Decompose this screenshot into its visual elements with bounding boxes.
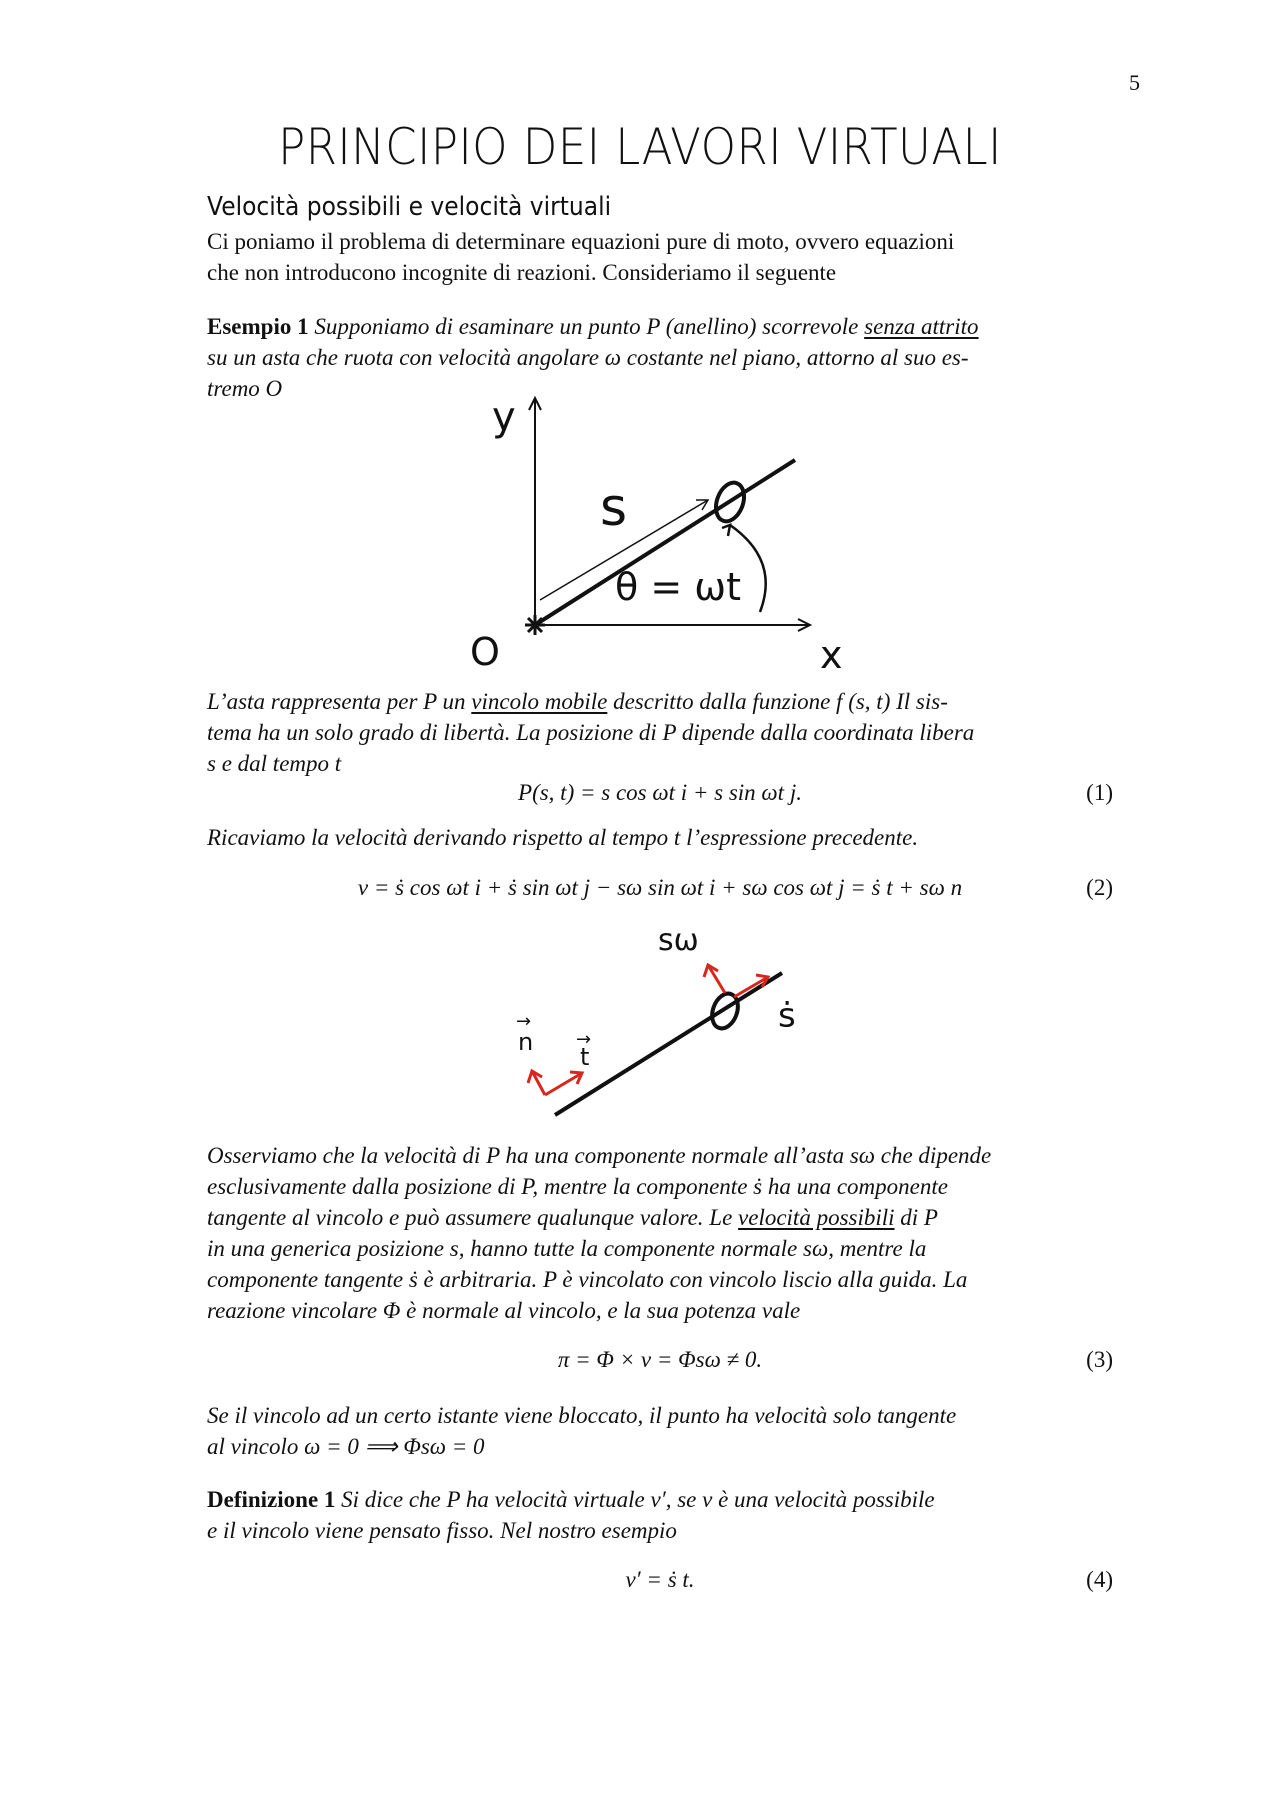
paragraph-4 [207,1140,1113,1326]
para2-line-3: s e dal tempo t [207,751,342,776]
para4-line-6: reazione vincolare Φ è normale al vincolo, e la sua potenza vale [207,1298,801,1323]
pivot-icon [525,615,545,635]
tangent-unit-vector [545,1073,582,1095]
intro-line-1: Ci poniamo il problema di determinare equazioni pure di moto, ovvero equazioni [207,229,955,254]
definition-line-1: Si dice che P ha velocità virtuale v′, se v è una velocità possibile [341,1487,935,1512]
equation-2-number: (2) [1086,875,1113,900]
label-y: y [492,394,516,440]
equation-1-body: P(s, t) = s cos ωt i + s sin ωt j. [518,780,802,805]
label-n: n [518,1028,534,1056]
paragraph-2 [207,686,1113,779]
example-text-a: Supponiamo di esaminare un punto P (anellino) scorrevole [314,314,865,339]
para2-text-b: descritto dalla funzione f (s, t) Il sis- [607,689,948,714]
example-text-b: su un asta che ruota con velocità angolare ω costante nel piano, attorno al suo es- [207,345,969,370]
example-label: Esempio 1 [207,314,309,339]
equation-3-number: (3) [1086,1347,1113,1372]
equation-3 [207,1347,1113,1373]
para4-line-1: Osserviamo che la velocità di P ha una componente normale all’asta sω che dipende [207,1143,992,1168]
definition-line-2: e il vincolo viene pensato fisso. Nel nostro esempio [207,1518,677,1543]
label-x: x [820,633,843,677]
equation-4 [207,1567,1113,1593]
example-text-c: tremo O [207,376,283,401]
para4-line-5: componente tangente ṡ è arbitraria. P è vincolato con vincolo liscio alla guida. La [207,1267,968,1292]
label-s-dot: ṡ [778,996,796,1036]
t-arrow-icon: → [576,1029,592,1050]
equation-3-body: π = Φ × v = Φsω ≠ 0. [557,1347,763,1372]
paragraph-5 [207,1400,1113,1462]
label-s-omega: sω [658,923,699,958]
intro-paragraph [207,226,1113,288]
example-underlined: senza attrito [864,314,979,339]
equation-2-body: v = ṡ cos ωt i + ṡ sin ωt j − sω sin ωt i + sω cos ωt j = ṡ t + sω n [357,875,963,900]
para2-underlined: vincolo mobile [471,689,608,714]
para5-line-2: al vincolo ω = 0 ⟹ Φsω = 0 [207,1434,485,1459]
definition-label: Definizione 1 [207,1487,336,1512]
para2-line-2: tema ha un solo grado di libertà. La posizione di P dipende dalla coordinata libera [207,720,975,745]
para4-line-2: esclusivamente dalla posizione di P, mentre la componente ṡ ha una componente [207,1174,948,1199]
paragraph-3: Ricaviamo la velocità derivando rispetto al tempo t l’espressione precedente. [207,825,919,850]
label-s: s [600,478,628,538]
equation-1-number: (1) [1086,780,1113,805]
figure-rotating-rod [440,390,860,680]
label-origin: O [470,630,500,674]
para5-line-1: Se il vincolo ad un certo istante viene bloccato, il punto ha velocità solo tangente [207,1403,957,1428]
equation-4-body: v′ = ṡ t. [625,1567,695,1592]
para4-underlined: velocità possibili [738,1205,895,1230]
label-angle: θ = ωt [615,565,741,609]
equation-2 [207,875,1113,901]
section-heading: Velocità possibili e velocità virtuali [207,192,612,222]
figure-velocity-components [500,915,820,1125]
equation-1 [207,780,1113,806]
para4-line-3b: di P [894,1205,938,1230]
intro-line-2: che non introducono incognite di reazioni. Consideriamo il seguente [207,260,837,285]
page-number: 5 [1129,70,1140,95]
para4-line-4: in una generica posizione s, hanno tutte la componente normale sω, mentre la [207,1236,927,1261]
equation-4-number: (4) [1086,1567,1113,1592]
label-t: t [580,1043,590,1071]
para2-text-a: L’asta rappresenta per P un [207,689,472,714]
para4-line-3a: tangente al vincolo e può assumere qualunque valore. Le [207,1205,739,1230]
n-arrow-icon: → [516,1011,532,1032]
page-title: PRINCIPIO DEI LAVORI VIRTUALI [278,118,1002,176]
definition-1 [207,1484,1113,1546]
